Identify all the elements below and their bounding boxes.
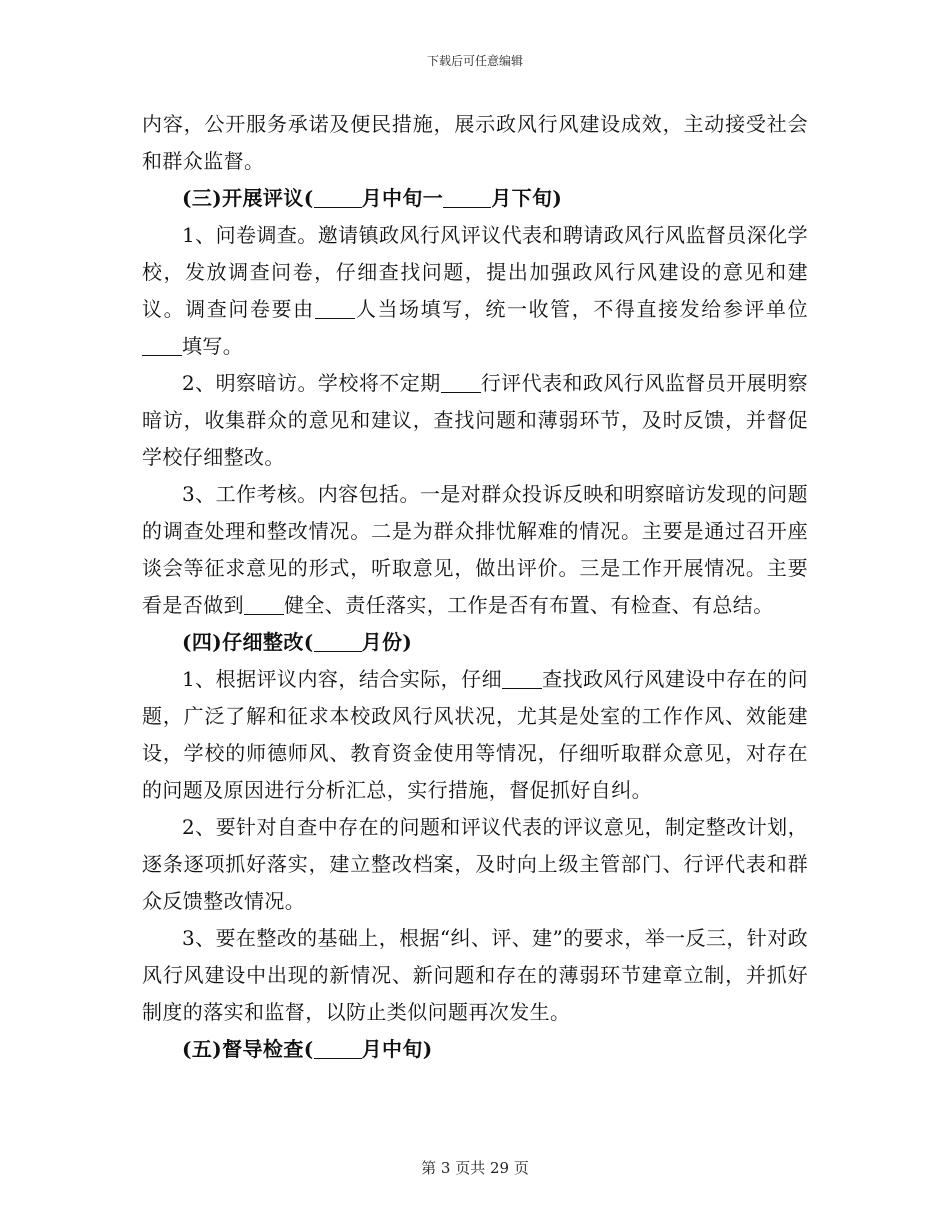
fill-blank: [315, 298, 355, 319]
fill-blank: [142, 335, 182, 356]
text-run: 1、根据评议内容，结合实际，仔细: [182, 667, 503, 691]
text-run: 2、要针对自查中存在的问题和评议代表的评议意见，制定整改计划，逐条逐项抓好落实，建立整改档案，及时向上级主管部门、行评代表和群众反馈整改情况。: [142, 815, 808, 913]
text-run: 月下旬): [491, 186, 563, 210]
section-heading: [142, 180, 808, 217]
paragraph: [142, 809, 808, 920]
paragraph: [142, 365, 808, 476]
page-footer: 第 3 页共 29 页: [421, 1159, 529, 1177]
document-body: [142, 106, 808, 1068]
text-run: 查找政风行风建设中存在的问题，广泛了解和征求本校政风行风状况，尤其是处室的工作作风、效能建设，学校的师德师风、教育资金使用等情况，仔细听取群众意见，对存在的问题及原因进行分析汇总，实行措施，督促抓好自纠。: [142, 667, 808, 802]
paragraph: [142, 106, 808, 180]
fill-blank: [244, 594, 284, 615]
text-run: 人当场填写，统一收管，不得直接发给参评单位: [354, 297, 808, 321]
text-run: 填写。: [182, 334, 244, 358]
text-run: 1、问卷调查。邀请镇政风行风评议代表和聘请政风行风监督员深化学校，发放调查问卷，仔细查找问题，提出加强政风行风建设的意见和建议。调查问卷要由: [142, 223, 808, 321]
text-run: 内容，公开服务承诺及便民措施，展示政风行风建设成效，主动接受社会和群众监督。: [142, 112, 808, 173]
paragraph: [142, 661, 808, 809]
text-run: 2、明察暗访。学校将不定期: [182, 371, 441, 395]
page-header: 下载后可任意编辑: [426, 54, 523, 68]
fill-blank: [502, 668, 542, 689]
paragraph: [142, 920, 808, 1031]
text-run: 月份): [361, 630, 413, 654]
text-run: 健全、责任落实，工作是否有布置、有检查、有总结。: [284, 593, 774, 617]
paragraph: [142, 217, 808, 365]
text-run: 月中旬一: [361, 186, 444, 210]
text-run: 3、工作考核。内容包括。一是对群众投诉反映和明察暗访发现的问题的调查处理和整改情况。二是为群众排忧解难的情况。主要是通过召开座谈会等征求意见的形式，听取意见，做出评价。三是工作开展情况。主要看是否做到: [142, 482, 808, 617]
paragraph: [142, 476, 808, 624]
fill-blank: [314, 631, 362, 652]
text-run: (五)督导检查(: [182, 1037, 314, 1061]
fill-blank: [443, 187, 491, 208]
text-run: (三)开展评议(: [182, 186, 314, 210]
text-run: (四)仔细整改(: [182, 630, 314, 654]
fill-blank: [314, 1038, 362, 1059]
fill-blank: [314, 187, 362, 208]
section-heading: [142, 624, 808, 661]
text-run: 行评代表和政风行风监督员开展明察暗访，收集群众的意见和建议，查找问题和薄弱环节，及时反馈，并督促学校仔细整改。: [142, 371, 808, 469]
text-run: 3、要在整改的基础上，根据“纠、评、建”的要求，举一反三，针对政风行风建设中出现的新情况、新问题和存在的薄弱环节建章立制，并抓好制度的落实和监督，以防止类似问题再次发生。: [142, 926, 808, 1024]
text-run: 月中旬): [361, 1037, 433, 1061]
fill-blank: [441, 372, 481, 393]
section-heading: [142, 1031, 808, 1068]
